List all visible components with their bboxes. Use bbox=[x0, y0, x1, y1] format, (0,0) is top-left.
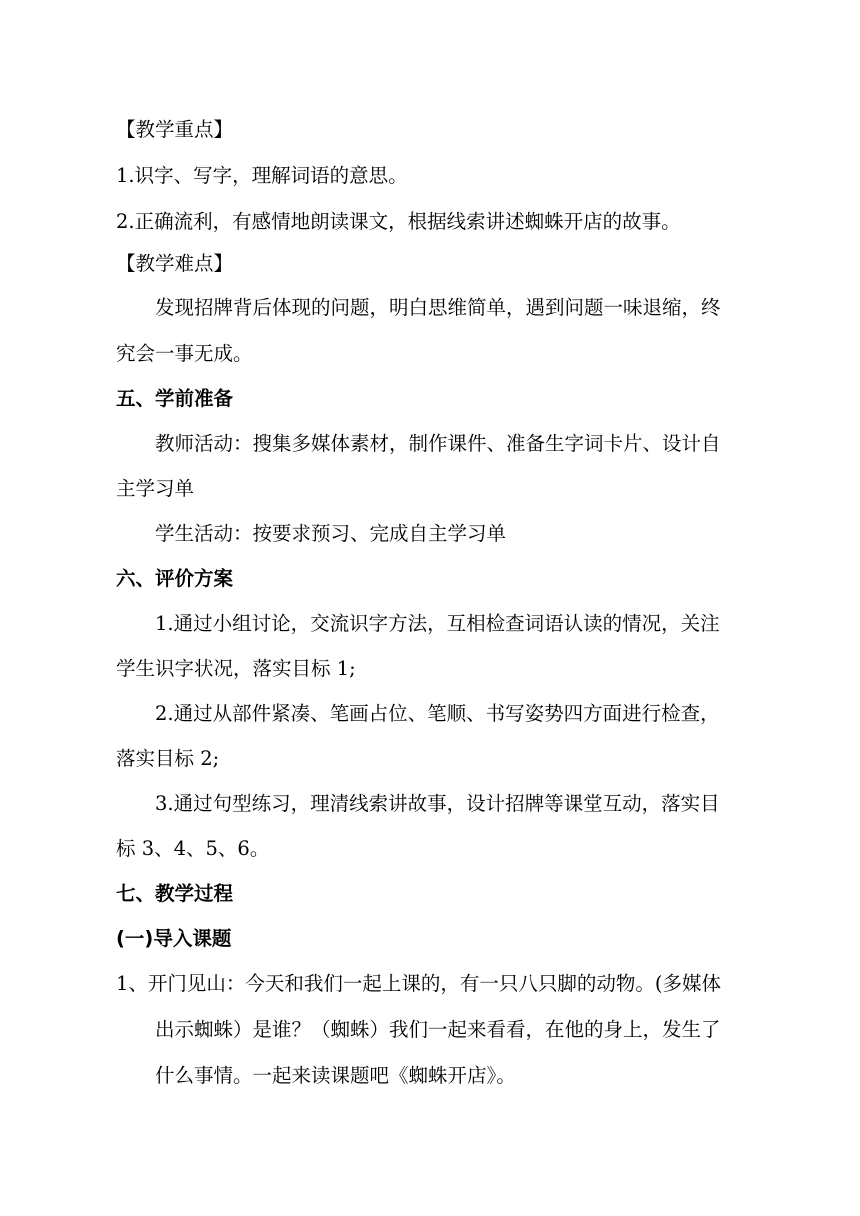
difficulty-text-line-1: 发现招牌背后体现的问题，明白思维简单，遇到问题一味退缩，终 bbox=[155, 296, 721, 319]
eval-item-2-line-1: 2.通过从部件紧凑、笔画占位、笔顺、书写姿势四方面进行检查， bbox=[155, 702, 720, 725]
intro-item-line-3: 什么事情。一起来读课题吧《蜘蛛开店》。 bbox=[155, 1064, 516, 1087]
key-points-heading: 【教学重点】 bbox=[116, 118, 234, 141]
teacher-activity-line-2: 主学习单 bbox=[116, 477, 195, 500]
intro-item-line-2: 出示蜘蛛）是谁？（蜘蛛）我们一起来看看，在他的身上，发生了 bbox=[155, 1018, 721, 1041]
eval-item-2-line-2: 落实目标 2; bbox=[116, 747, 220, 770]
student-activity: 学生活动：按要求预习、完成自主学习单 bbox=[155, 522, 507, 545]
teacher-activity-line-1: 教师活动：搜集多媒体素材，制作课件、准备生字词卡片、设计自 bbox=[155, 432, 721, 455]
sub1-heading: (一)导入课题 bbox=[116, 927, 232, 950]
section6-heading: 六、评价方案 bbox=[116, 567, 234, 590]
section7-heading: 七、教学过程 bbox=[116, 882, 234, 905]
key-point-2: 2.正确流利，有感情地朗读课文，根据线索讲述蜘蛛开店的故事。 bbox=[116, 210, 681, 233]
section5-heading: 五、学前准备 bbox=[116, 387, 234, 410]
difficulty-heading: 【教学难点】 bbox=[116, 252, 234, 275]
key-point-1: 1.识字、写字，理解词语的意思。 bbox=[116, 164, 408, 187]
eval-item-1-line-2: 学生识字状况，落实目标 1; bbox=[116, 657, 356, 680]
difficulty-text-line-2: 究会一事无成。 bbox=[116, 342, 253, 365]
eval-item-3-line-1: 3.通过句型练习，理清线索讲故事，设计招牌等课堂互动，落实目 bbox=[155, 792, 720, 815]
eval-item-1-line-1: 1.通过小组讨论，交流识字方法，互相检查词语认读的情况，关注 bbox=[155, 612, 720, 635]
eval-item-3-line-2: 标 3、4、5、6。 bbox=[116, 837, 270, 860]
intro-item-line-1: 1、开门见山：今天和我们一起上课的，有一只八只脚的动物。(多媒体 bbox=[116, 972, 722, 995]
